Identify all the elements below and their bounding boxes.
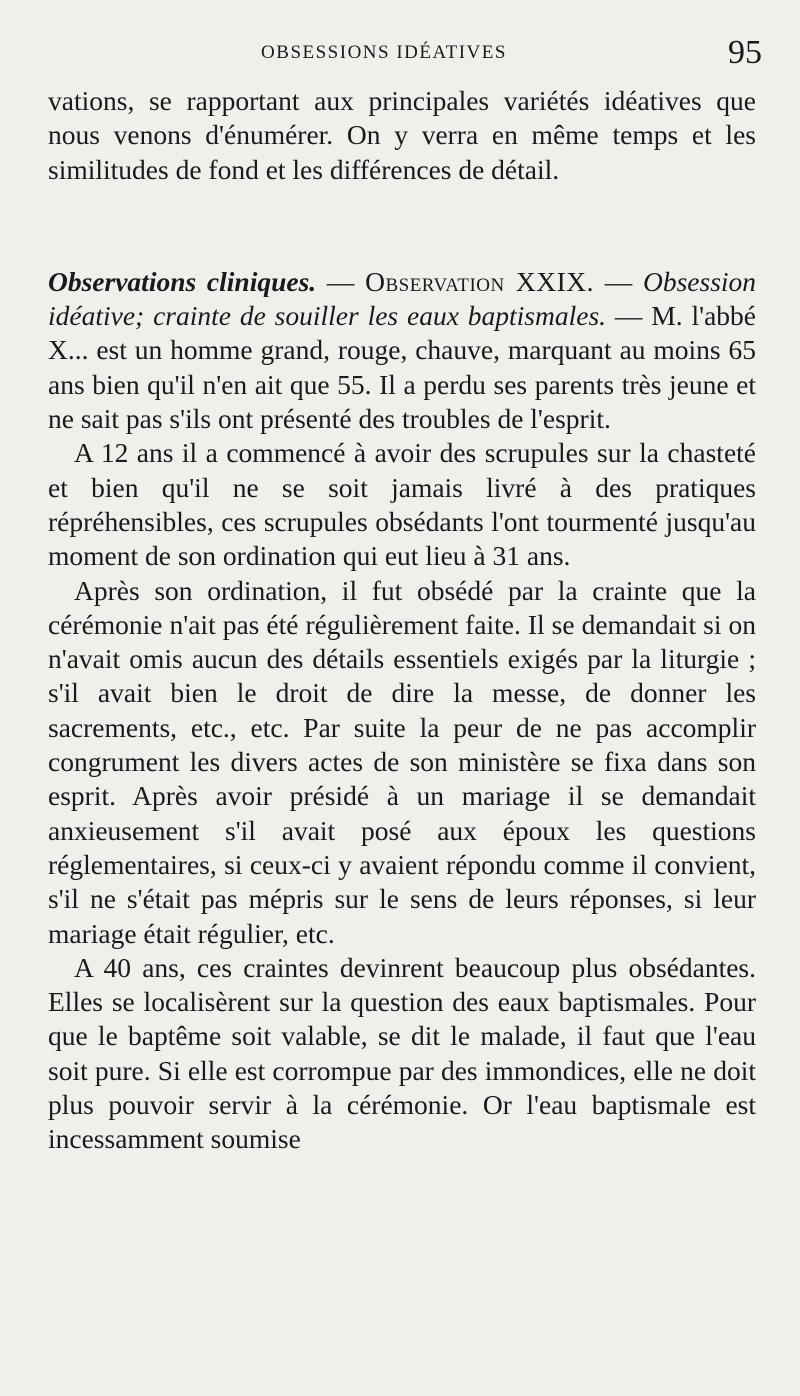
page-number: 95 [728, 34, 762, 71]
observation-number: Observation XXIX. [365, 265, 595, 297]
running-head-title: OBSESSIONS IDÉATIVES [261, 42, 507, 63]
dash: — [606, 300, 652, 332]
paragraph: A 40 ans, ces craintes devinrent beaucoup plus obsédantes. Elles se localisèrent sur la question des eaux baptismales. Pour que le baptême soit valable, se dit le malade, il faut que l'eau soit pure. Si elle est corrompue par des immondices, elle ne doit plus pouvoir servir à la cérémonie. Or l'eau baptismale est incessamment soumise [48, 951, 756, 1155]
paragraph: A 12 ans il a commencé à avoir des scrupules sur la chasteté et bien qu'il ne se soit jamais livré à des pratiques répréhensibles, ces scrupules obsédants l'ont tourmenté jusqu'au moment de son ordination qui eut lieu à 31 ans. [48, 437, 756, 572]
dash: — [316, 265, 366, 297]
section-heading: Observations cliniques. [48, 265, 317, 297]
running-head [48, 34, 762, 78]
observation-heading-paragraph [48, 265, 756, 436]
body-text [48, 84, 756, 1157]
observation-text: M. l'abbé X... est un homme grand, rouge, chauve, marquant au moins 65 ans bien qu'il n'en ait que 55. Il a perdu ses parents très jeune et ne sait pas s'ils ont présenté des troubles de l'esprit. [48, 300, 757, 435]
paragraph: Après son ordination, il fut obsédé par la crainte que la cérémonie n'ait pas été régulièrement faite. Il se demandait si on n'avait omis aucun des détails essentiels exigés par la liturgie ; s'il avait bien le droit de dire la messe, de donner les sacrements, etc., etc. Par suite la peur de ne pas accomplir congrument les divers actes de son ministère se fixa dans son esprit. Après avoir présidé à un mariage il se demandait anxieusement s'il avait posé aux époux les questions réglementaires, si ceux-ci y avaient répondu comme il convient, s'il ne s'était pas mépris sur le sens de leurs réponses, si leur mariage était régulier, etc. [48, 574, 756, 949]
dash: — [594, 265, 643, 297]
paragraph-continuation: vations, se rapportant aux principales variétés idéatives que nous venons d'énumérer. On y verra en même temps et les similitudes de fond et les différences de détail. [48, 85, 756, 185]
observation-title: Obsession idéative; crainte de souiller les eaux baptismales. [48, 265, 757, 332]
